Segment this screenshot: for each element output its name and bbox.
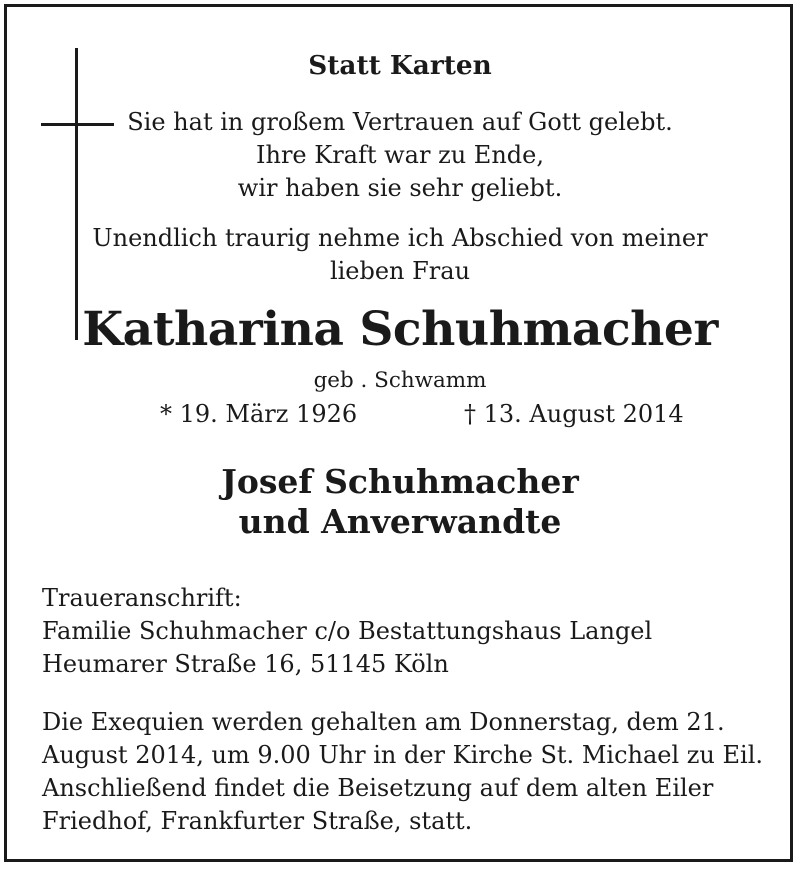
- heading: Statt Karten: [308, 50, 492, 81]
- verse-line: wir haben sie sehr geliebt.: [237, 174, 563, 202]
- service-details: [42, 706, 763, 838]
- death-date: † 13. August 2014: [464, 400, 684, 428]
- verse-line: Ihre Kraft war zu Ende,: [256, 141, 544, 169]
- intro-line: Unendlich traurig nehme ich Abschied von meiner: [92, 224, 708, 252]
- maiden-name: geb . Schwamm: [313, 368, 487, 393]
- address-line: Heumarer Straße 16, 51145 Köln: [42, 650, 449, 678]
- mourners: [0, 462, 800, 542]
- service-line: August 2014, um 9.00 Uhr in der Kirche St. Michael zu Eil.: [42, 741, 764, 769]
- service-line: Anschließend findet die Beisetzung auf dem alten Eiler: [42, 774, 714, 802]
- mourner-line: Josef Schuhmacher: [221, 462, 579, 501]
- address-line: Traueranschrift:: [42, 584, 242, 612]
- address-line: Familie Schuhmacher c/o Bestattungshaus Langel: [42, 617, 653, 645]
- intro-line: lieben Frau: [329, 257, 471, 285]
- verse: [0, 106, 800, 205]
- service-line: Friedhof, Frankfurter Straße, statt.: [42, 807, 473, 835]
- service-line: Die Exequien werden gehalten am Donnerstag, dem 21.: [42, 708, 725, 736]
- intro-text: [0, 222, 800, 288]
- birth-date: * 19. März 1926: [160, 400, 358, 428]
- deceased-name: Katharina Schuhmacher: [82, 302, 718, 357]
- mourning-address: [42, 582, 652, 681]
- verse-line: Sie hat in großem Vertrauen auf Gott gelebt.: [127, 108, 673, 136]
- mourner-line: und Anverwandte: [238, 502, 562, 541]
